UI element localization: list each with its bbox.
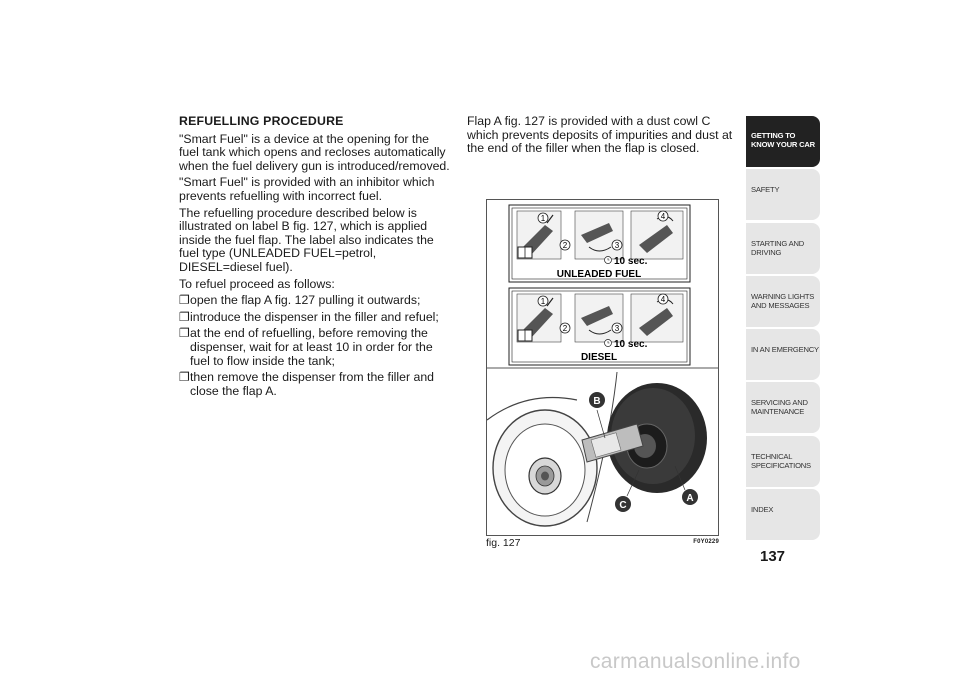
- left-column: [179, 115, 451, 401]
- checkbox-bullet-icon: ❐: [179, 309, 190, 324]
- section-heading: REFUELLING PROCEDURE: [179, 114, 344, 128]
- step-1: 1: [540, 297, 546, 306]
- svg-text:C: C: [619, 500, 627, 511]
- paragraph-proceed: To refuel proceed as follows:: [179, 276, 335, 291]
- unleaded-label: [509, 205, 690, 282]
- checkbox-bullet-icon: ❐: [179, 370, 190, 385]
- step-3: 3: [614, 324, 620, 333]
- step-2: 2: [562, 324, 568, 333]
- tab-index[interactable]: INDEX: [746, 489, 820, 540]
- tab-warning-lights[interactable]: WARNING LIGHTS AND MESSAGES: [746, 276, 820, 327]
- right-column: [467, 115, 733, 159]
- list-item: ❐ then remove the dispenser from the filler and close the flap A.: [179, 370, 435, 398]
- paragraph-procedure: The refuelling procedure described below is illustrated on label B fig. 127, which is applied inside the fuel flap. The label also indicates the fuel type (UNLEADED FUEL=petrol, DIESEL=diesel fuel).: [179, 205, 434, 274]
- figure-code: F0Y0229: [693, 539, 719, 545]
- callout-a: [682, 489, 698, 505]
- watermark: carmanualsonline.info: [590, 650, 801, 673]
- fuel-type-label: UNLEADED FUEL: [556, 269, 642, 280]
- tab-servicing-and-maintenance[interactable]: SERVICING AND MAINTENANCE: [746, 382, 820, 433]
- callout-c: [615, 496, 631, 512]
- list-item: ❐ at the end of refuelling, before removing the dispenser, wait for at least 10 in order for the fuel to flow inside the tank;: [179, 326, 433, 368]
- figure-127: [486, 199, 719, 536]
- clock-icon: [605, 340, 612, 347]
- figure-caption: [486, 538, 719, 550]
- time-label: 10 sec.: [614, 256, 648, 267]
- figure-number: fig. 127: [486, 537, 521, 549]
- clock-icon: [605, 257, 612, 264]
- tab-in-an-emergency[interactable]: IN AN EMERGENCY: [746, 329, 820, 380]
- figure-illustration: [487, 200, 718, 535]
- manual-book-icon: [518, 247, 532, 258]
- step-3: 3: [614, 241, 620, 250]
- chapter-tabs: [746, 116, 820, 542]
- paragraph-dust-cowl: Flap A fig. 127 is provided with a dust cowl C which prevents deposits of impurities and dust at the end of the filler when the flap is closed.: [467, 114, 733, 156]
- tab-safety[interactable]: SAFETY: [746, 169, 820, 220]
- tab-starting-and-driving[interactable]: STARTING AND DRIVING: [746, 223, 820, 274]
- step-4: 4: [660, 295, 666, 304]
- checkbox-bullet-icon: ❐: [179, 293, 190, 308]
- step-1: 1: [540, 214, 546, 223]
- callout-b: [589, 392, 605, 408]
- checkbox-bullet-icon: ❐: [179, 326, 190, 341]
- paragraph-inhibitor: "Smart Fuel" is provided with an inhibitor which prevents refuelling with incorrect fuel.: [179, 175, 435, 203]
- step-4: 4: [660, 212, 666, 221]
- step-2: 2: [562, 241, 568, 250]
- list-item: ❐ open the flap A fig. 127 pulling it outwards;: [179, 293, 421, 308]
- tab-getting-to-know-your-car[interactable]: GETTING TO KNOW YOUR CAR: [746, 116, 820, 167]
- time-label: 10 sec.: [614, 339, 648, 350]
- tab-technical-specifications[interactable]: TECHNICAL SPECIFICATIONS: [746, 436, 820, 487]
- fuel-type-label: DIESEL: [580, 352, 618, 363]
- svg-text:A: A: [686, 493, 694, 504]
- manual-book-icon: [518, 330, 532, 341]
- paragraph-smart-fuel: "Smart Fuel" is a device at the opening for the fuel tank which opens and recloses automatically when the fuel delivery gun is introduced/removed.: [179, 131, 450, 173]
- diesel-label: [509, 288, 690, 365]
- page-number: 137: [760, 548, 786, 565]
- svg-text:B: B: [593, 396, 601, 407]
- list-item: ❐ introduce the dispenser in the filler and refuel;: [179, 309, 439, 324]
